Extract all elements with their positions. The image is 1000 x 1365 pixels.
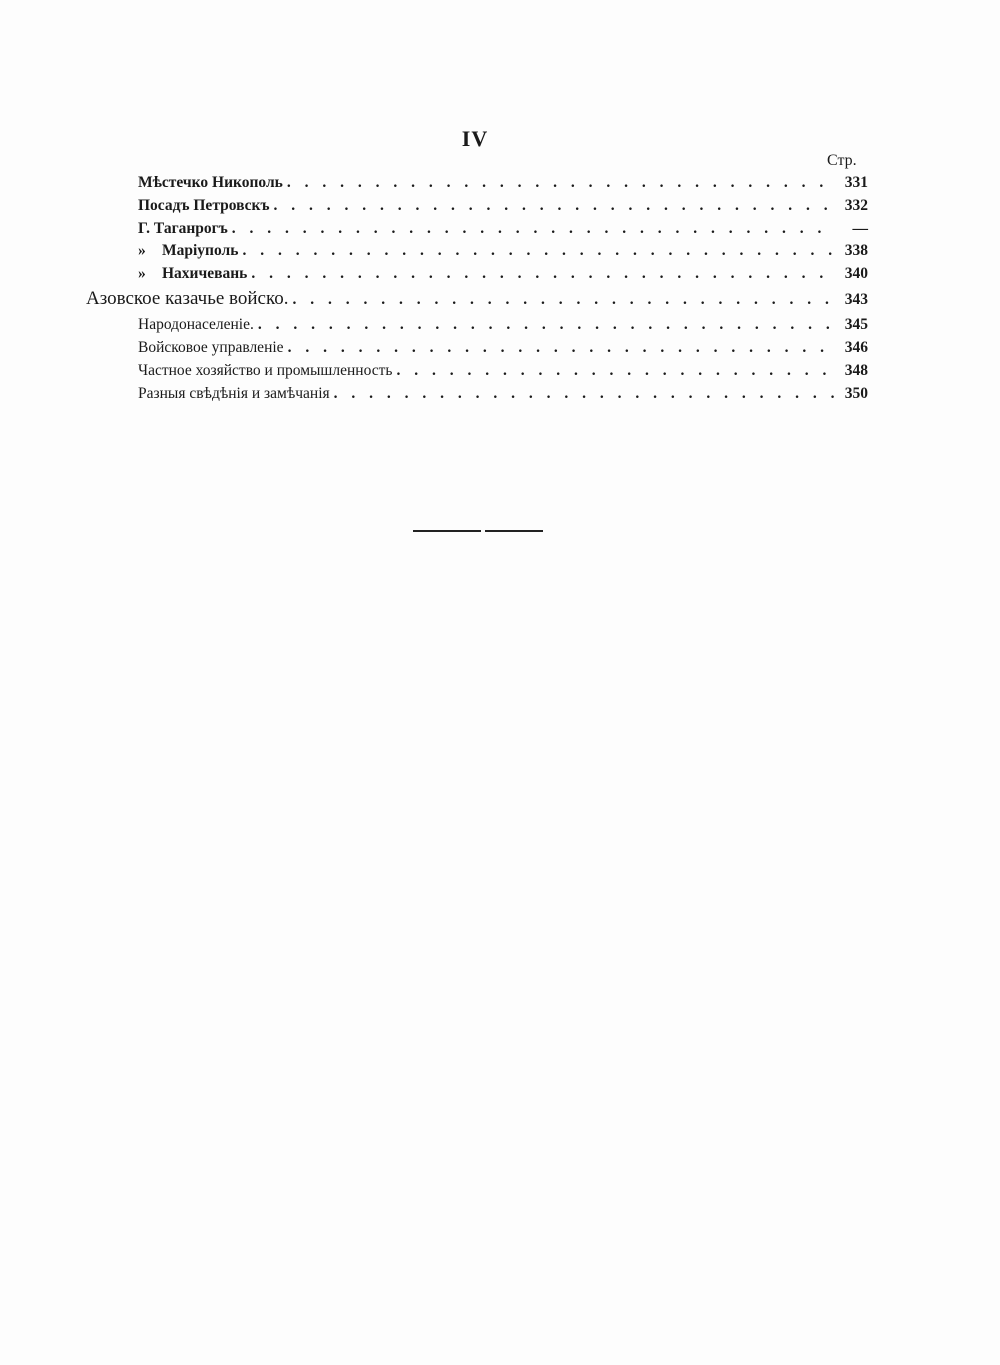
dot-leader xyxy=(242,242,834,260)
toc-entry-page: 331 xyxy=(844,174,868,191)
toc-entry-label: Посадъ Петровскъ xyxy=(138,197,270,214)
toc-section-entry xyxy=(86,288,868,310)
toc-entry-page: — xyxy=(852,220,868,237)
dot-leader xyxy=(288,339,834,357)
closing-rule-right xyxy=(485,530,543,532)
toc-entry xyxy=(138,385,868,403)
toc-entry-page: 340 xyxy=(844,265,868,282)
dot-leader xyxy=(251,265,834,283)
toc-entry-page: 350 xyxy=(844,385,868,402)
dot-leader xyxy=(232,220,834,238)
toc-entry-label: Войсковое управленіе xyxy=(138,339,284,356)
dot-leader xyxy=(293,291,834,309)
toc-entry-page: 343 xyxy=(844,291,868,308)
page-column-heading: Стр. xyxy=(827,152,857,169)
toc-entry-label: Частное хозяйство и промышленность xyxy=(138,362,393,379)
toc-entry-page: 332 xyxy=(844,197,868,214)
toc-entry-label: Народонаселеніе. xyxy=(138,316,254,333)
toc-entry xyxy=(138,339,868,357)
page-number: IV xyxy=(461,126,489,151)
dot-leader xyxy=(274,197,834,215)
toc-entry xyxy=(138,174,868,192)
toc-entry xyxy=(138,220,868,238)
dot-leader xyxy=(334,385,834,403)
toc-entry-page: 346 xyxy=(844,339,868,356)
toc-entry-label: Разныя свѣдѣнія и замѣчанія xyxy=(138,385,330,402)
ditto-mark: » xyxy=(138,242,146,259)
toc-entry-label: Мѣстечко Никополь xyxy=(138,174,283,191)
toc-entry xyxy=(138,265,868,283)
toc-entry xyxy=(138,316,868,334)
toc-entry-page: 348 xyxy=(844,362,868,379)
toc-entry-label: Нахичевань xyxy=(162,265,248,282)
toc-entry-page: 345 xyxy=(844,316,868,333)
toc-entry xyxy=(138,242,868,260)
toc-entry-page: 338 xyxy=(844,242,868,259)
toc-entry xyxy=(138,197,868,215)
dot-leader xyxy=(258,316,834,334)
toc-entry-label: Г. Таганрогъ xyxy=(138,220,228,237)
closing-rule-left xyxy=(413,530,481,532)
toc-entry-label: Маріуполь xyxy=(162,242,239,259)
dot-leader xyxy=(287,174,834,192)
toc-section-label: Азовское казачье войско. xyxy=(86,288,289,309)
dot-leader xyxy=(396,362,834,380)
toc-entry xyxy=(138,362,868,380)
ditto-mark: » xyxy=(138,265,146,282)
